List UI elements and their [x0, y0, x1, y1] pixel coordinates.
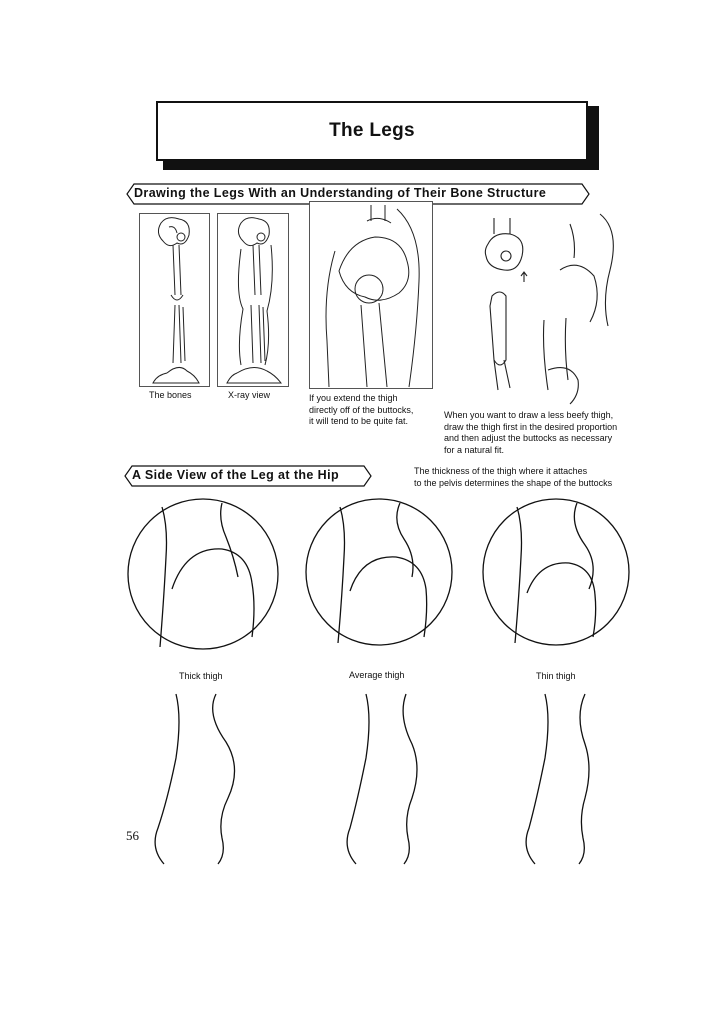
page-title: The Legs — [329, 120, 415, 141]
caption-less-beefy-line4: for a natural fit. — [444, 444, 505, 455]
caption-less-beefy — [444, 410, 617, 456]
label-thin-thigh: Thin thigh — [536, 671, 576, 681]
caption-extend — [309, 393, 413, 428]
pelvis-femur-sketch — [470, 210, 630, 410]
xray-illustration — [217, 213, 289, 387]
leg-outline-average — [336, 688, 436, 868]
title-box — [156, 101, 588, 161]
caption-bones: The bones — [149, 390, 192, 400]
caption-less-beefy-line1: When you want to draw a less beefy thigh, — [444, 410, 614, 420]
section2-note-line1: The thickness of the thigh where it attaches — [414, 466, 588, 476]
hip-circle-average — [304, 497, 454, 647]
section1-heading: Drawing the Legs With an Understanding of Their Bone Structure — [134, 186, 547, 200]
extend-illustration — [309, 201, 433, 389]
page-number: 56 — [126, 828, 139, 843]
label-thick-thigh: Thick thigh — [179, 671, 223, 681]
section2-heading: A Side View of the Leg at the Hip — [132, 468, 339, 482]
section2-note — [414, 466, 612, 489]
leg-outline-thin — [515, 688, 615, 868]
bones-illustration — [139, 213, 210, 387]
caption-less-beefy-line3: and then adjust the buttocks as necessary — [444, 433, 613, 443]
caption-extend-line1: If you extend the thigh — [309, 393, 398, 403]
leg-outline-thick — [146, 688, 246, 868]
section2-note-line2: to the pelvis determines the shape of the buttocks — [414, 477, 613, 488]
caption-extend-line3: it will tend to be quite fat. — [309, 416, 409, 426]
caption-xray: X-ray view — [228, 390, 271, 400]
hip-circle-thin — [481, 497, 631, 647]
caption-extend-line2: directly off of the buttocks, — [309, 404, 414, 415]
label-average-thigh: Average thigh — [349, 670, 405, 680]
hip-circle-thick — [126, 497, 280, 651]
caption-less-beefy-line2: draw the thigh first in the desired proportion — [444, 421, 618, 432]
